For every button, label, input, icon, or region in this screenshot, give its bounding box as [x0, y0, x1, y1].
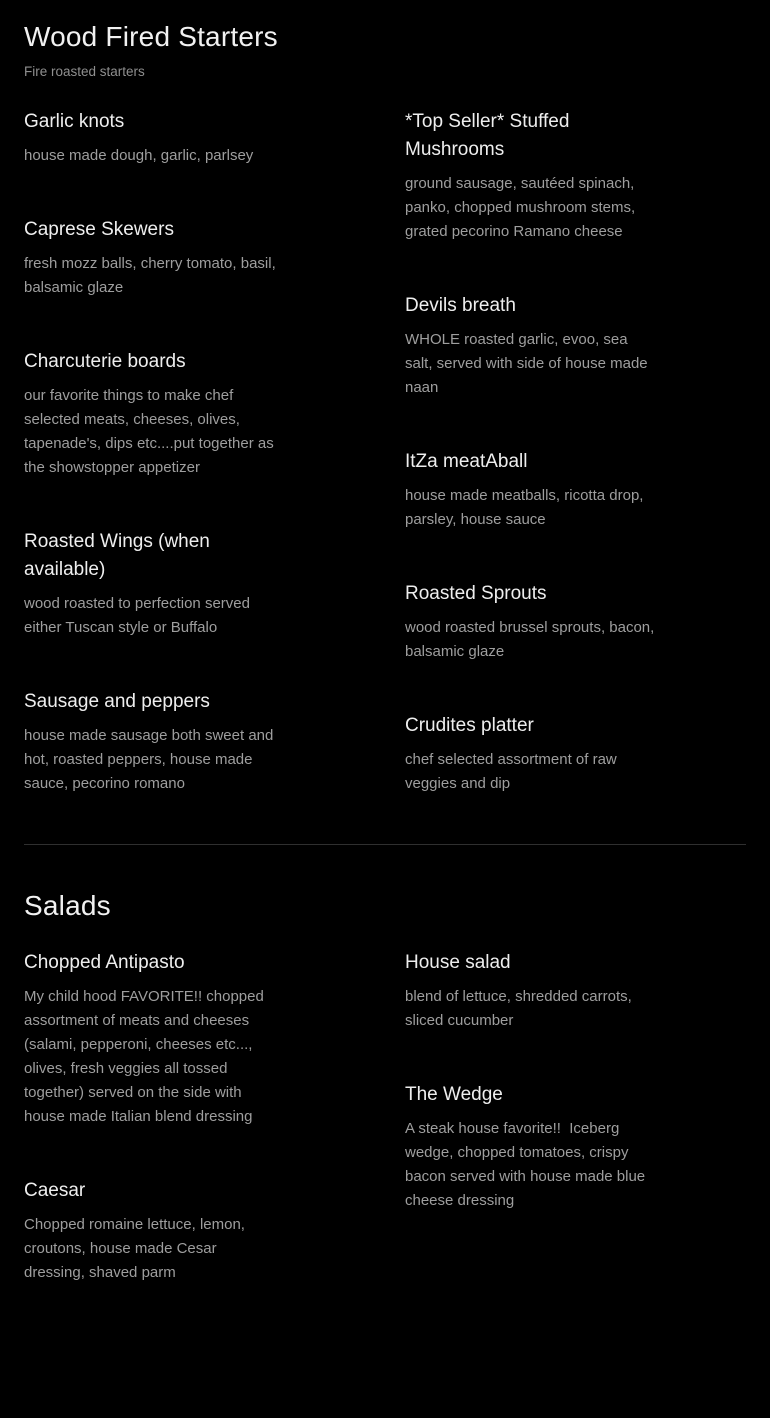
- section-title: Wood Fired Starters: [24, 21, 278, 52]
- menu-item-description: blend of lettuce, shredded carrots, sliced cucumber: [405, 988, 636, 1030]
- menu-item-name: Sausage and peppers: [24, 690, 210, 712]
- menu-item-name: Roasted Wings (when available): [24, 530, 210, 580]
- menu-item-name: Crudites platter: [405, 714, 534, 736]
- menu-item: [405, 1081, 658, 1213]
- menu-item: [24, 216, 280, 300]
- menu-item-name: The Wedge: [405, 1084, 503, 1106]
- menu-columns: [24, 108, 746, 844]
- menu-column-right: [405, 108, 746, 844]
- menu-item: [405, 949, 658, 1033]
- menu-item-name: Roasted Sprouts: [405, 582, 547, 604]
- menu-item: [405, 108, 658, 244]
- menu-item-description: ground sausage, sautéed spinach, panko, chopped mushroom stems, grated pecorino Ramano cheese: [405, 174, 640, 240]
- menu-item-description: house made sausage both sweet and hot, roasted peppers, house made sauce, pecorino romano: [24, 726, 278, 792]
- menu-column-left: [24, 949, 365, 1333]
- menu-item-name: *Top Seller* Stuffed Mushrooms: [405, 110, 570, 160]
- section-wood-fired-starters: [24, 20, 746, 844]
- menu-item-name: Garlic knots: [24, 110, 125, 132]
- menu-item: [405, 712, 658, 796]
- section-subtitle: Fire roasted starters: [24, 63, 145, 79]
- menu-item-description: Chopped romaine lettuce, lemon, croutons, house made Cesar dressing, shaved parm: [24, 1216, 250, 1282]
- section-salads: [24, 889, 746, 1334]
- menu-page: [24, 20, 746, 1333]
- menu-item-name: Devils breath: [405, 294, 516, 316]
- menu-item-name: Caprese Skewers: [24, 218, 174, 240]
- menu-item-description: A steak house favorite!! Iceberg wedge, chopped tomatoes, crispy bacon served with house made blue cheese dressing: [405, 1120, 650, 1210]
- menu-item: [405, 580, 658, 664]
- menu-item-description: wood roasted brussel sprouts, bacon, balsamic glaze: [405, 618, 659, 660]
- menu-item-description: My child hood FAVORITE!! chopped assortment of meats and cheeses (salami, pepperoni, cheeses etc..., olives, fresh veggies all tossed together) served on the side with house made Italian blend dressing: [24, 988, 269, 1126]
- menu-column-right: [405, 949, 746, 1333]
- menu-item-description: chef selected assortment of raw veggies and dip: [405, 750, 621, 792]
- menu-column-left: [24, 108, 365, 844]
- menu-columns: [24, 949, 746, 1333]
- menu-item-description: house made meatballs, ricotta drop, parsley, house sauce: [405, 486, 648, 528]
- menu-item: [24, 108, 277, 168]
- menu-item-description: fresh mozz balls, cherry tomato, basil, balsamic glaze: [24, 254, 280, 296]
- menu-item: [24, 949, 277, 1129]
- menu-item: [24, 688, 277, 796]
- menu-item: [24, 1177, 277, 1285]
- menu-item: [24, 348, 277, 480]
- menu-item-name: Caesar: [24, 1180, 86, 1202]
- section-divider: [24, 844, 746, 845]
- menu-item-description: house made dough, garlic, parlsey: [24, 146, 254, 164]
- menu-item: [405, 448, 658, 532]
- menu-item: [405, 292, 658, 400]
- menu-item-name: Charcuterie boards: [24, 350, 186, 372]
- menu-item: [24, 528, 277, 640]
- menu-item-description: wood roasted to perfection served either Tuscan style or Buffalo: [24, 594, 255, 636]
- menu-item-name: House salad: [405, 952, 511, 974]
- menu-item-description: our favorite things to make chef selected meats, cheeses, olives, tapenade's, dips etc....put together as the showstopper appetizer: [24, 386, 278, 476]
- menu-item-description: WHOLE roasted garlic, evoo, sea salt, served with side of house made naan: [405, 330, 652, 396]
- menu-item-name: Chopped Antipasto: [24, 952, 185, 974]
- menu-item-name: ItZa meatAball: [405, 450, 528, 472]
- section-title: Salads: [24, 889, 111, 921]
